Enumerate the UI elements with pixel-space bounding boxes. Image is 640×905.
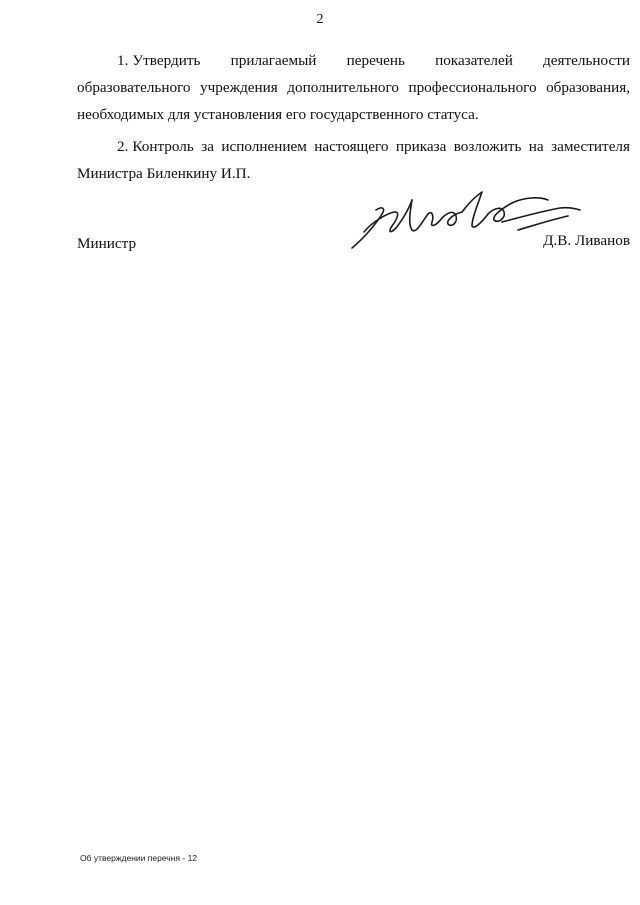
- paragraph-1: [77, 47, 630, 128]
- paragraph-1-number: 1.: [117, 52, 129, 69]
- paragraph-2: [77, 133, 630, 187]
- signer-role: Министр: [77, 235, 137, 252]
- paragraph-2-number: 2.: [117, 138, 129, 155]
- signer-name: Д.В. Ливанов: [543, 232, 630, 249]
- page-number: 2: [316, 12, 324, 27]
- footer-note: Об утверждении перечня - 12: [80, 853, 198, 863]
- order-body: [77, 47, 630, 192]
- signature-block: [77, 232, 630, 272]
- paragraph-1-text: Утвердить прилагаемый перечень показателей деятельности образовательного учреждения дополнительного профессионального образования, необходимых для установления его государственного статуса.: [77, 52, 630, 123]
- paragraph-2-text: Контроль за исполнением настоящего приказа возложить на заместителя Министра Биленкину И.П.: [77, 138, 630, 182]
